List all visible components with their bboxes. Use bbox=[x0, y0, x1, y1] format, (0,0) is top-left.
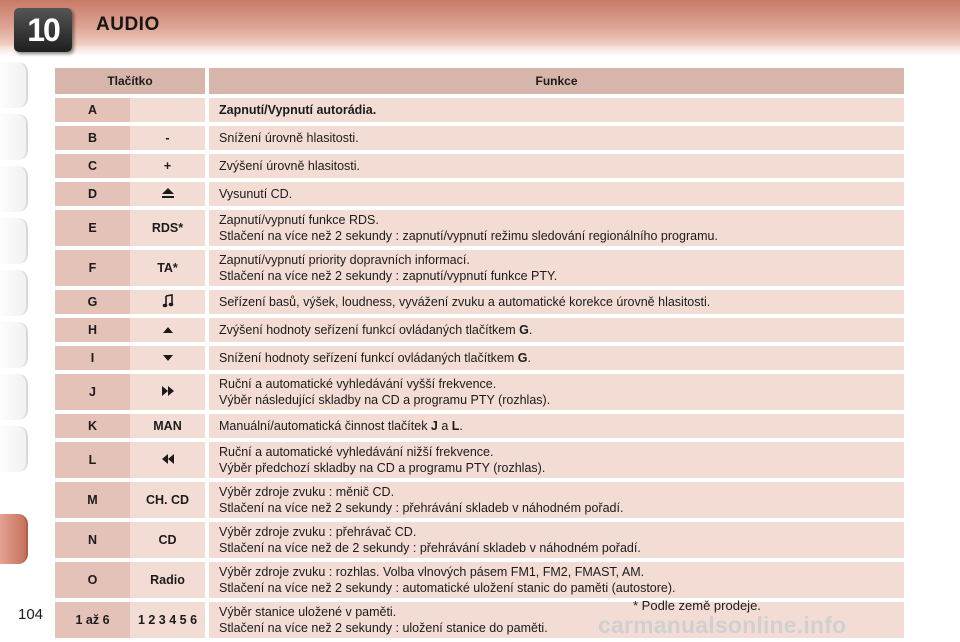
chapter-tab[interactable] bbox=[0, 218, 28, 264]
key-cell: G bbox=[55, 290, 130, 314]
table-body bbox=[55, 98, 904, 638]
function-cell bbox=[205, 126, 904, 150]
table-row bbox=[55, 414, 904, 438]
function-line bbox=[219, 580, 898, 596]
chapter-tab[interactable] bbox=[0, 426, 28, 472]
button-cell bbox=[130, 290, 205, 314]
function-text: Seřízení basů, výšek, loudness, vyvážení zvuku a automatické korekce úrovně hlasitosti. bbox=[219, 295, 711, 309]
function-line bbox=[219, 212, 898, 228]
function-line bbox=[219, 268, 898, 284]
function-line bbox=[219, 484, 898, 500]
function-cell bbox=[205, 154, 904, 178]
table-row bbox=[55, 482, 904, 518]
button-ref: L bbox=[451, 419, 460, 433]
key-cell: M bbox=[55, 482, 130, 518]
key-cell: J bbox=[55, 374, 130, 410]
function-line bbox=[219, 444, 898, 460]
function-text: Stlačení na více než 2 sekundy : zapnutí/vypnutí funkce PTY. bbox=[219, 269, 558, 283]
function-text: . bbox=[528, 323, 533, 337]
table-row bbox=[55, 126, 904, 150]
function-line bbox=[219, 186, 898, 202]
chapter-tab[interactable] bbox=[0, 62, 28, 108]
music-note-icon bbox=[162, 297, 174, 311]
button-label: 1 2 3 4 5 6 bbox=[137, 613, 198, 627]
button-ref: J bbox=[430, 419, 438, 433]
function-text: Ruční a automatické vyhledávání vyšší frekvence. bbox=[219, 377, 497, 391]
function-line bbox=[219, 418, 898, 434]
key-cell: B bbox=[55, 126, 130, 150]
function-line bbox=[219, 564, 898, 580]
function-text: Ruční a automatické vyhledávání nižší frekvence. bbox=[219, 445, 494, 459]
function-text: Stlačení na více než de 2 sekundy : přehrávání skladeb v náhodném pořadí. bbox=[219, 541, 641, 555]
function-text: . bbox=[527, 351, 531, 365]
button-cell bbox=[130, 346, 205, 370]
function-line bbox=[219, 228, 898, 244]
function-text: Zapnutí/vypnutí funkce RDS. bbox=[219, 213, 379, 227]
chapter-tab[interactable] bbox=[0, 322, 28, 368]
function-line bbox=[219, 158, 898, 174]
function-cell bbox=[205, 250, 904, 286]
function-line bbox=[219, 376, 898, 392]
key-cell: E bbox=[55, 210, 130, 246]
function-line bbox=[219, 350, 898, 366]
arrow-down-icon bbox=[162, 351, 174, 365]
button-cell bbox=[130, 98, 205, 122]
function-text: Zapnutí/vypnutí priority dopravních informací. bbox=[219, 253, 470, 267]
function-cell bbox=[205, 318, 904, 342]
function-cell bbox=[205, 210, 904, 246]
table-header-row bbox=[55, 68, 904, 94]
button-cell bbox=[130, 562, 205, 598]
function-line bbox=[219, 102, 898, 118]
chapter-tab[interactable] bbox=[0, 166, 28, 212]
function-text: Výběr zdroje zvuku : rozhlas. Volba vlnových pásem FM1, FM2, FMAST, AM. bbox=[219, 565, 645, 579]
table-row bbox=[55, 154, 904, 178]
button-label: CD bbox=[158, 533, 177, 547]
table-row bbox=[55, 346, 904, 370]
function-text: Stlačení na více než 2 sekundy : automatické uložení stanic do paměti (autostore). bbox=[219, 581, 676, 595]
seek-forward-icon bbox=[161, 385, 175, 399]
function-text: Manuální/automatická činnost tlačítek bbox=[219, 419, 431, 433]
button-cell bbox=[130, 210, 205, 246]
arrow-up-icon bbox=[162, 323, 174, 337]
function-text: Stlačení na více než 2 sekundy : uložení stanice do paměti. bbox=[219, 621, 548, 635]
table-row bbox=[55, 562, 904, 598]
chapter-tabs bbox=[0, 62, 40, 582]
function-text: Výběr zdroje zvuku : měnič CD. bbox=[219, 485, 395, 499]
chapter-title: AUDIO bbox=[96, 14, 160, 35]
eject-icon bbox=[160, 188, 176, 202]
button-cell bbox=[130, 374, 205, 410]
button-cell bbox=[130, 442, 205, 478]
button-cell bbox=[130, 602, 205, 638]
table-row bbox=[55, 210, 904, 246]
button-ref: G bbox=[519, 323, 529, 337]
function-cell bbox=[205, 98, 904, 122]
function-text: Zvýšení hodnoty seřízení funkcí ovládaných tlačítkem bbox=[219, 323, 520, 337]
function-text: Výběr následující skladby na CD a programu PTY (rozhlas). bbox=[219, 393, 551, 407]
footnote: * Podle země prodeje. bbox=[633, 598, 761, 613]
key-cell: F bbox=[55, 250, 130, 286]
button-cell bbox=[130, 414, 205, 438]
button-cell bbox=[130, 182, 205, 206]
function-cell bbox=[205, 290, 904, 314]
button-label: Radio bbox=[150, 573, 185, 587]
key-cell: H bbox=[55, 318, 130, 342]
button-function-table bbox=[55, 64, 904, 642]
button-label: RDS* bbox=[151, 221, 184, 235]
function-line bbox=[219, 322, 898, 338]
function-text: Výběr zdroje zvuku : přehrávač CD. bbox=[219, 525, 417, 539]
page-number: 104 bbox=[18, 606, 44, 623]
button-cell bbox=[130, 318, 205, 342]
watermark: carmanualsonline.info bbox=[598, 612, 847, 638]
button-cell bbox=[130, 250, 205, 286]
key-cell: I bbox=[55, 346, 130, 370]
key-cell: N bbox=[55, 522, 130, 558]
function-text: Stlačení na více než 2 sekundy : přehrávání skladeb v náhodném pořadí. bbox=[219, 501, 624, 515]
function-line bbox=[219, 460, 898, 476]
function-cell bbox=[205, 562, 904, 598]
function-text: Výběr předchozí skladby na CD a programu PTY (rozhlas). bbox=[219, 461, 546, 475]
function-line bbox=[219, 540, 898, 556]
button-cell bbox=[130, 154, 205, 178]
key-cell: 1 až 6 bbox=[55, 602, 130, 638]
function-cell bbox=[205, 442, 904, 478]
function-line bbox=[219, 294, 898, 310]
table-row bbox=[55, 318, 904, 342]
key-cell: C bbox=[55, 154, 130, 178]
function-cell bbox=[205, 414, 904, 438]
function-text: Vysunutí CD. bbox=[219, 187, 293, 201]
key-cell: D bbox=[55, 182, 130, 206]
seek-back-icon bbox=[161, 453, 175, 467]
function-line bbox=[219, 130, 898, 146]
function-line bbox=[219, 252, 898, 268]
chapter-tab-active[interactable] bbox=[0, 514, 28, 564]
column-header-function: Funkce bbox=[205, 68, 904, 94]
button-label: + bbox=[163, 159, 172, 173]
function-text: Zvýšení úrovně hlasitosti. bbox=[219, 159, 361, 173]
button-cell bbox=[130, 482, 205, 518]
function-line bbox=[219, 500, 898, 516]
function-cell bbox=[205, 346, 904, 370]
table-row bbox=[55, 250, 904, 286]
button-cell bbox=[130, 126, 205, 150]
table-row bbox=[55, 442, 904, 478]
function-cell bbox=[205, 182, 904, 206]
table-row bbox=[55, 374, 904, 410]
table-row bbox=[55, 522, 904, 558]
column-header-button: Tlačítko bbox=[55, 68, 205, 94]
table-row bbox=[55, 98, 904, 122]
function-text: a bbox=[437, 419, 452, 433]
header-shadow bbox=[0, 46, 960, 56]
function-line bbox=[219, 524, 898, 540]
function-line bbox=[219, 392, 898, 408]
chapter-number-badge: 10 bbox=[14, 8, 72, 52]
function-text: Snížení hodnoty seřízení funkcí ovládaných tlačítkem bbox=[219, 351, 518, 365]
function-cell bbox=[205, 482, 904, 518]
button-ref: G bbox=[517, 351, 528, 365]
function-text: . bbox=[459, 419, 463, 433]
function-text: Stlačení na více než 2 sekundy : zapnutí/vypnutí režimu sledování regionálního programu. bbox=[219, 229, 718, 243]
button-cell bbox=[130, 522, 205, 558]
table-row bbox=[55, 290, 904, 314]
key-cell: L bbox=[55, 442, 130, 478]
function-text: Výběr stanice uložené v paměti. bbox=[219, 605, 397, 619]
function-cell bbox=[205, 374, 904, 410]
key-cell: A bbox=[55, 98, 130, 122]
chapter-tab[interactable] bbox=[0, 270, 28, 316]
function-text: Zapnutí/Vypnutí autorádia. bbox=[219, 103, 377, 117]
button-label: CH. CD bbox=[145, 493, 190, 507]
chapter-tab[interactable] bbox=[0, 374, 28, 420]
button-label: TA* bbox=[157, 261, 178, 275]
function-cell bbox=[205, 522, 904, 558]
button-label: - bbox=[165, 131, 170, 145]
table-row bbox=[55, 182, 904, 206]
button-label: MAN bbox=[153, 419, 182, 433]
key-cell: K bbox=[55, 414, 130, 438]
chapter-tab[interactable] bbox=[0, 114, 28, 160]
key-cell: O bbox=[55, 562, 130, 598]
function-text: Snížení úrovně hlasitosti. bbox=[219, 131, 359, 145]
